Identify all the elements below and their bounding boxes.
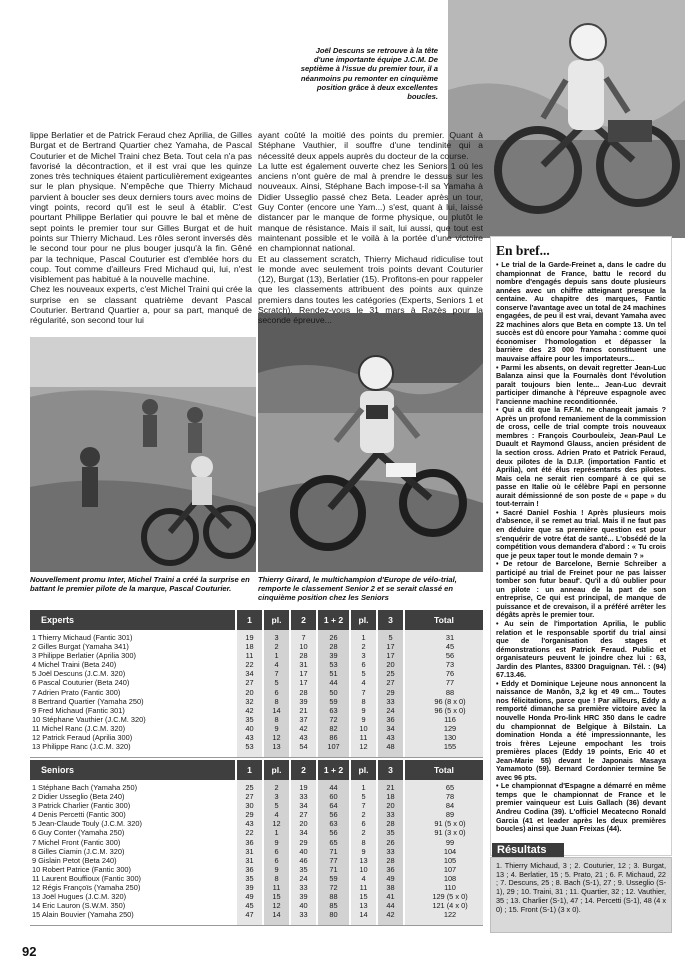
table-cell: 85 xyxy=(329,901,338,911)
table-cell: 17 xyxy=(299,669,308,679)
table-cell: 108 xyxy=(443,873,457,883)
place2-column xyxy=(349,780,376,925)
table-cell: 39 xyxy=(245,883,254,893)
column-header: 2 xyxy=(289,760,316,780)
table-cell: 39 xyxy=(299,892,308,902)
seniors-table-title: Seniors xyxy=(30,760,235,780)
table-cell: 107 xyxy=(443,864,457,874)
table-cell: 20 xyxy=(386,801,395,811)
table-cell: 36 xyxy=(245,837,254,847)
column-header: pl. xyxy=(262,610,289,630)
table-cell: 41 xyxy=(386,892,395,902)
table-cell: 96 (5 x 0) xyxy=(434,705,466,715)
table-cell: 59 xyxy=(329,873,338,883)
table-cell: 38 xyxy=(386,883,395,893)
seniors-table xyxy=(30,760,483,967)
table-cell: 13 xyxy=(272,742,281,752)
table-cell: 28 xyxy=(299,651,308,661)
table-cell: 77 xyxy=(329,855,338,865)
table-cell: 27 xyxy=(299,810,308,820)
table-cell: 8 xyxy=(274,873,279,883)
place2-column xyxy=(349,630,376,757)
table-cell: 99 xyxy=(445,837,455,847)
place1-column xyxy=(262,630,289,757)
table-cell: 64 xyxy=(329,801,338,811)
table-cell: 11 xyxy=(272,883,281,893)
table-cell: 76 xyxy=(445,669,455,679)
place1-column xyxy=(262,780,289,925)
table-cell: 45 xyxy=(245,901,254,911)
table-cell: 73 xyxy=(445,660,455,670)
table-cell: 43 xyxy=(386,733,395,743)
table-cell: 1 xyxy=(274,651,279,661)
table-cell: 1 xyxy=(274,828,279,838)
table-cell: 13 Joël Hugues (J.C.M. 320) xyxy=(32,892,127,902)
total-column xyxy=(403,780,483,925)
table-cell: 28 xyxy=(329,642,338,652)
table-cell: 27 xyxy=(386,678,395,688)
table-cell: 12 Patrick Feraud (Aprilia 300) xyxy=(32,733,133,743)
table-cell: 6 xyxy=(361,819,366,829)
table-cell: 44 xyxy=(329,783,338,792)
table-cell: 29 xyxy=(299,837,308,847)
table-cell: 60 xyxy=(329,792,338,802)
bref-paragraph: • Au sein de l'importation Aprilia, le public relation et le responsable sportif du trial ainsi que de l'organisation des stages et démonstrations est Patrick Feraud. Public et organisateurs peuvent le joindre chez lui : 63, Jardin des Plantes, 83300 Draguignan. Tél. : (94) 67.13.46. xyxy=(496,618,666,680)
table-cell: 25 xyxy=(245,783,254,792)
table-cell: 29 xyxy=(386,687,395,697)
table-cell: 4 xyxy=(274,810,279,820)
bref-paragraph: • De retour de Barcelone, Bernie Schreiber a participé au trial de Freinet pour ne pas laisser tomber son futur beauf'. Qu'il a dû oublier pour un pilote : un anneau de la part de son entreprise, Ce qui est principal, de manque de puissance et de crevaison, il a préféré arrêter les dégâts après le premier tour. xyxy=(496,559,666,620)
column-header: 2 xyxy=(289,610,316,630)
experts-table-title: Experts xyxy=(30,610,235,630)
table-cell: 121 (4 x 0) xyxy=(432,901,468,911)
table-cell: 7 xyxy=(361,687,366,697)
table-cell: 59 xyxy=(329,696,338,706)
column-header: 3 xyxy=(376,760,403,780)
table-cell: 65 xyxy=(329,837,338,847)
bref-paragraph: • Parmi les absents, on devait regretter Jean-Luc Balanza ainsi que la Fournalès dont l'évolution paraît toujours bien lente... Jean-Luc devrait participer dimanche à l'épreuve espagnole avec l'ancienne machine reconditionnée. xyxy=(496,362,666,406)
table-cell: 3 xyxy=(274,792,279,802)
table-cell: 13 xyxy=(359,855,368,865)
lap1-column xyxy=(235,630,262,757)
table-cell: 130 xyxy=(443,733,457,743)
table-cell: 31 xyxy=(245,846,254,856)
table-cell: 34 xyxy=(299,801,308,811)
table-cell: 4 Denis Percetti (Fantic 300) xyxy=(32,810,126,820)
table-cell: 5 Joël Descuns (J.C.M. 320) xyxy=(32,669,126,679)
table-cell: 24 xyxy=(299,873,308,883)
total-column xyxy=(403,630,483,757)
seniors-table-header xyxy=(30,760,483,780)
table-cell: 26 xyxy=(386,837,395,847)
seniors-table-body xyxy=(30,780,483,926)
table-cell: 34 xyxy=(245,669,254,679)
table-cell: 40 xyxy=(245,723,254,733)
table-cell: 33 xyxy=(299,910,308,920)
column-header: 1 xyxy=(235,610,262,630)
table-cell: 12 xyxy=(272,901,281,911)
table-cell: 22 xyxy=(245,660,254,670)
table-cell: 53 xyxy=(245,742,254,752)
table-cell: 2 xyxy=(361,810,366,820)
table-cell: 3 xyxy=(361,651,366,661)
table-cell: 39 xyxy=(329,651,338,661)
table-cell: 14 xyxy=(359,910,368,920)
table-cell: 71 xyxy=(329,846,338,856)
table-cell: 9 xyxy=(274,864,279,874)
table-cell: 7 Michel Front (Fantic 300) xyxy=(32,837,121,847)
table-cell: 105 xyxy=(443,855,457,865)
table-cell: 25 xyxy=(386,669,395,679)
table-cell: 5 xyxy=(274,678,279,688)
table-cell: 33 xyxy=(386,846,395,856)
table-cell: 45 xyxy=(445,642,455,652)
en-bref-box xyxy=(490,236,672,856)
table-cell: 1 xyxy=(361,783,366,792)
table-cell: 20 xyxy=(245,687,254,697)
table-cell: 11 Michel Ranc (J.C.M. 320) xyxy=(32,723,126,733)
table-cell: 40 xyxy=(299,846,308,856)
table-cell: 39 xyxy=(299,696,308,706)
table-cell: 43 xyxy=(299,733,308,743)
table-cell: 84 xyxy=(445,801,455,811)
table-cell: 9 xyxy=(274,723,279,733)
table-cell: 14 xyxy=(272,910,281,920)
table-cell: 12 xyxy=(359,742,368,752)
table-cell: 44 xyxy=(386,901,395,911)
table-cell: 12 Régis Françoïs (Yamaha 250) xyxy=(32,883,141,893)
table-cell: 65 xyxy=(445,783,455,792)
table-cell: 10 Robert Patrice (Fantic 300) xyxy=(32,864,131,874)
table-cell: 7 Adrien Prato (Fantic 300) xyxy=(32,687,121,697)
table-cell: 33 xyxy=(299,883,308,893)
lap3-column xyxy=(376,780,403,925)
table-cell: 32 xyxy=(245,696,254,706)
table-cell: 4 xyxy=(361,873,366,883)
table-cell: 1 Stéphane Bach (Yamaha 250) xyxy=(32,783,138,792)
table-cell: 155 xyxy=(443,742,457,752)
table-cell: 71 xyxy=(329,864,338,874)
table-cell: 56 xyxy=(329,810,338,820)
article-column-2: ayant coûté la moitié des points du premier. Quant à Stéphane Vauthier, il souffre d'une tendinite qui a nécessité deux appels auprès du docteur de la course. La lutte est également ouverte chez les Seniors 1 où les anciens n'ont guère de mal à prendre le dessus sur les nouveaux. Ainsi, Stéphane Bach impose-t-il sa Yamaha à Didier Usseglio passé chez Beta. Leader après un tour, Guy Conter (encore une Yam...) s'est, quant à lui, laissé distancer par le manque de forme physique, ou plutôt le manque de résistance. Mais il sait, lui aussi, que tout est maintenant possible et le voilà à la portée d'une victoire en championnat national. Et au classement scratch, Thierry Michaud ridiculise tout le monde avec seulement trois points devant Couturier (12), Burgat (13), Berlatier (15). Profitons-en pour rappeler que les classements attribuent des points aux quinze premiers dans toutes les catégories (Experts, Seniors 1 et Scratch). Rendez-vous le 31 mars à Razès pour la seconde épreuve... xyxy=(258,130,483,326)
table-cell: 89 xyxy=(445,810,455,820)
column-header: pl. xyxy=(262,760,289,780)
table-cell: 5 xyxy=(361,669,366,679)
table-cell: 42 xyxy=(299,723,308,733)
table-cell: 15 xyxy=(272,892,281,902)
table-cell: 72 xyxy=(329,714,338,724)
table-cell: 2 xyxy=(274,783,279,792)
table-cell: 11 Laurent Bouffioux (Fantic 300) xyxy=(32,873,142,883)
en-bref-body xyxy=(491,261,671,834)
table-cell: 35 xyxy=(245,873,254,883)
photo-descuns xyxy=(448,0,685,238)
lap3-column xyxy=(376,630,403,757)
table-cell: 18 xyxy=(386,792,395,802)
table-cell: 3 Philippe Berlatier (Aprilia 300) xyxy=(32,651,136,661)
table-cell: 15 Alain Bouvier (Yamaha 250) xyxy=(32,910,134,920)
table-cell: 10 xyxy=(299,642,308,652)
table-cell: 1 Thierry Michaud (Fantic 301) xyxy=(32,633,133,642)
column-header: 3 xyxy=(376,610,403,630)
table-cell: 33 xyxy=(386,696,395,706)
lap1-column xyxy=(235,780,262,925)
table-cell: 36 xyxy=(386,714,395,724)
table-cell: 4 xyxy=(274,660,279,670)
table-cell: 9 xyxy=(361,846,366,856)
table-cell: 56 xyxy=(445,651,455,661)
table-cell: 72 xyxy=(329,883,338,893)
table-cell: 80 xyxy=(329,910,338,920)
bref-paragraph: • Qui a dit que la F.F.M. ne changeait jamais ? Après un profond remaniement de la commission de cross, celle de trial compte trois nouveaux membres : François Courbouleix, Jean-Paul Le Duault et Raymond Glauss, ancien président de la section cross. Adrien Prato et Patrick Feraud, deux pilotes de la D.I.P. (importation Fantic et Aprilia), ont été élus représentants des pilotes. Mais cela ne serait rien comparé à ce qui se passe en Italie où le célèbre Papi en personne aurait démissionné de son poste de « pape » du tout-terrain ! xyxy=(496,405,666,509)
table-cell: 26 xyxy=(329,633,338,642)
table-cell: 129 (5 x 0) xyxy=(432,892,468,902)
table-cell: 15 xyxy=(359,892,368,902)
table-cell: 9 xyxy=(361,705,366,715)
table-cell: 48 xyxy=(386,742,395,752)
table-cell: 17 xyxy=(299,678,308,688)
table-cell: 24 xyxy=(386,705,395,715)
table-cell: 8 xyxy=(274,714,279,724)
table-cell: 2 xyxy=(361,642,366,652)
table-cell: 33 xyxy=(299,792,308,802)
table-cell: 27 xyxy=(245,792,254,802)
table-cell: 46 xyxy=(299,855,308,865)
table-cell: 7 xyxy=(361,801,366,811)
table-cell: 110 xyxy=(444,883,456,893)
table-cell: 63 xyxy=(329,819,338,829)
column-header: pl. xyxy=(349,610,376,630)
lap12-column xyxy=(316,630,349,757)
table-cell: 28 xyxy=(386,819,395,829)
table-cell: 86 xyxy=(329,733,338,743)
lap2-column xyxy=(289,780,316,925)
table-cell: 2 Didier Usseglio (Beta 240) xyxy=(32,792,125,802)
table-cell: 43 xyxy=(245,733,254,743)
table-cell: 28 xyxy=(299,687,308,697)
table-cell: 129 xyxy=(443,723,457,733)
table-cell: 7 xyxy=(301,633,306,642)
table-cell: 53 xyxy=(329,660,338,670)
table-cell: 37 xyxy=(299,714,308,724)
page-number: 92 xyxy=(22,944,37,959)
table-cell: 44 xyxy=(329,678,338,688)
table-cell: 19 xyxy=(245,633,254,642)
rider-column xyxy=(30,630,235,757)
table-cell: 6 xyxy=(361,660,366,670)
table-cell: 8 xyxy=(274,696,279,706)
table-cell: 20 xyxy=(386,660,395,670)
table-cell: 50 xyxy=(329,687,338,697)
caption-traini: Nouvellement promu Inter, Michel Traini a créé la surprise en battant le premier pilote de la marque, Pascal Couturier. xyxy=(30,575,250,594)
table-cell: 9 xyxy=(274,837,279,847)
results-text: 1. Thierry Michaud, 3 ; 2. Couturier, 12 ; 3. Burgat, 13 ; 4. Berlatier, 15 ; 5. Prato, 21 ; 6. F. Michaud, 22 ; 7. Descuns, 25 ; 8. Bach (S-1), 27 ; 9. Usseglio (S-1), 29 ; 10. Traini, 31 ; 11. Quartier, 32 ; 12. Vauthier, 35 ; 13. Charlier (S-1), 47 ; 14. Percetti (S-1), 48 (4 x 0) ; 15. Front (S-1) (3 x 0). xyxy=(490,857,672,933)
table-cell: 11 xyxy=(245,651,254,661)
table-cell: 107 xyxy=(327,742,340,752)
table-cell: 49 xyxy=(245,892,254,902)
table-cell: 8 xyxy=(361,696,366,706)
table-cell: 10 Stéphane Vauthier (J.C.M. 320) xyxy=(32,714,146,724)
table-cell: 34 xyxy=(299,828,308,838)
table-cell: 8 Gilles Ciamin (J.C.M. 320) xyxy=(32,846,125,856)
column-header: 1 + 2 xyxy=(316,610,349,630)
table-cell: 6 xyxy=(274,855,279,865)
bref-paragraph: • Le championnat d'Espagne a démarré en même temps que le championnat de France et le premier vainqueur est Luis Gallach (36) devant Andreu Codina (39). L'officiel Mecatecno Ronald Garcia (41 et leader après les deux premières boucles) ainsi que Juan Freixas (44). xyxy=(496,781,666,834)
table-cell: 3 xyxy=(274,633,279,642)
table-cell: 104 xyxy=(443,846,457,856)
results-title: Résultats xyxy=(492,843,564,857)
table-cell: 2 xyxy=(361,828,366,838)
lap12-column xyxy=(316,780,349,925)
table-cell: 6 xyxy=(274,846,279,856)
table-cell: 19 xyxy=(299,783,308,792)
column-header: 1 + 2 xyxy=(316,760,349,780)
table-cell: 9 xyxy=(361,714,366,724)
table-cell: 6 Guy Conter (Yamaha 250) xyxy=(32,828,125,838)
table-cell: 8 Bertrand Quartier (Yamaha 250) xyxy=(32,696,144,706)
table-cell: 17 xyxy=(386,642,395,652)
experts-table xyxy=(30,610,483,752)
table-cell: 33 xyxy=(386,810,395,820)
rider-column xyxy=(30,780,235,925)
column-header: 1 xyxy=(235,760,262,780)
table-cell: 4 Michel Traini (Beta 240) xyxy=(32,660,117,670)
table-cell: 42 xyxy=(245,705,254,715)
experts-table-header xyxy=(30,610,483,630)
table-cell: 14 Eric Lauron (S.W.M. 350) xyxy=(32,901,126,911)
table-cell: 20 xyxy=(299,819,308,829)
table-cell: 88 xyxy=(445,687,455,697)
en-bref-title: En bref... xyxy=(496,243,550,258)
table-cell: 12 xyxy=(272,733,281,743)
lap2-column xyxy=(289,630,316,757)
table-cell: 5 Jean-Claude Touly (J.C.M. 320) xyxy=(32,819,142,829)
bref-paragraph: • Eddy et Dominique Lejeune nous annoncent la naissance de Manôn, 3,2 kg et 49 cm... Toutes nos félicitations, parce que ! Par ailleurs, Eddy a remporté dimanche sa première victoire avec la nouvelle Honda Pro-link HRC 350 dans le cadre du championnat de Belgique à Bilstain. La domination Honda a été impressionnante, les trois frères Lejeune empochant les trois premières places (Eddy 19 points, Eric 40 et Jean-Marie 55) devant le Japonais Masaya Yamamoto (59). Bernard Cordonnier termine 5e avec 96 pts. xyxy=(496,678,666,782)
table-cell: 29 xyxy=(245,810,254,820)
table-cell: 63 xyxy=(329,705,338,715)
table-cell: 51 xyxy=(329,669,338,679)
table-cell: 49 xyxy=(386,873,395,883)
table-cell: 17 xyxy=(386,651,395,661)
table-cell: 7 xyxy=(274,669,279,679)
table-cell: 54 xyxy=(299,742,308,752)
table-cell: 40 xyxy=(299,901,308,911)
table-cell: 78 xyxy=(445,792,455,802)
experts-table-body xyxy=(30,630,483,758)
table-cell: 2 Gilles Burgat (Yamaha 341) xyxy=(32,642,129,652)
table-cell: 13 Philippe Ranc (J.C.M. 320) xyxy=(32,742,131,752)
column-header: Total xyxy=(403,610,483,630)
table-cell: 36 xyxy=(245,864,254,874)
table-cell: 1 xyxy=(361,633,366,642)
table-cell: 31 xyxy=(245,855,254,865)
table-cell: 35 xyxy=(386,828,395,838)
table-cell: 31 xyxy=(299,660,308,670)
table-cell: 9 Fred Michaud (Fantic 301) xyxy=(32,705,125,715)
caption-descuns: Joël Descuns se retrouve à la tête d'une importante équipe J.C.M. De septième à l'issue du premier tour, il a néanmoins pu remonter en cinquième position grâce à deux excellentes boucles. xyxy=(300,46,438,102)
table-cell: 96 (8 x 0) xyxy=(434,696,466,706)
table-cell: 6 Pascal Couturier (Beta 240) xyxy=(32,678,130,688)
table-cell: 21 xyxy=(386,783,395,792)
table-cell: 88 xyxy=(329,892,338,902)
table-cell: 9 Gislain Petot (Beta 240) xyxy=(32,855,117,865)
table-cell: 122 xyxy=(443,910,457,920)
table-cell: 13 xyxy=(359,901,368,911)
article-column-1: lippe Berlatier et de Patrick Feraud chez Aprilia, de Gilles Burgat et de Bertrand Quartier chez Yamaha, de Pascal Couturier et de Michel Traini chez Beta. Tout cela n'a pas favorisé la décontraction, et il est vrai que les quinze zones très techniques étaient particulièrement exigeantes sur le plan physique. N'empêche que Thierry Michaud parvient à boucler ses deux derniers tours avec moins de vingt points, record qu'il est le seul à établir. C'est pourtant Philippe Berlatier qui pouvre le bal et mène de sept points le premier tour sur Gilles Burgat et de huit points sur Thierry Michaud. Les rôles seront inversés dès le second tour pour ne plus bouger jusqu'à la fin. Gêné par la technique, Pascal Couturier est d'emblée hors du coup. Tout comme d'ailleurs Fred Michaud qui, lui, n'est visiblement pas habitué à la nouvelle machine. Chez les nouveaux experts, c'est Michel Traini qui crée la surprise en se classant quatrième devant Pascal Couturier. Bertrand Quartier a, pour sa part, manqué de régularité, son second tour lui xyxy=(30,130,252,326)
table-cell: 43 xyxy=(245,819,254,829)
bref-paragraph: • Sacré Daniel Foshia ! Après plusieurs mois d'absence, il se remet au trial. Mais il ne faut pas en déduire que sa première question est pour s'enquérir de votre état de santé... L'obsédé de la compétition vous demandera d'abord : « Tu crois que je peux taper tout le monde demain ? » xyxy=(496,507,666,560)
table-cell: 47 xyxy=(245,910,254,920)
photo-girard xyxy=(258,313,483,572)
table-cell: 10 xyxy=(359,864,368,874)
table-cell: 36 xyxy=(386,864,395,874)
table-cell: 3 Patrick Charlier (Fantic 300) xyxy=(32,801,131,811)
caption-girard: Thierry Girard, le multichampion d'Europe de vélo-trial, remporte le classement Senior 2 et se serait classé en cinquième position chez les Seniors xyxy=(258,575,457,603)
table-cell: 14 xyxy=(272,705,281,715)
table-cell: 30 xyxy=(245,801,254,811)
table-cell: 28 xyxy=(386,855,395,865)
table-cell: 6 xyxy=(274,687,279,697)
table-cell: 4 xyxy=(361,678,366,688)
table-cell: 34 xyxy=(386,723,395,733)
photo-traini xyxy=(30,337,256,572)
column-header: pl. xyxy=(349,760,376,780)
column-header: Total xyxy=(403,760,483,780)
table-cell: 5 xyxy=(388,633,393,642)
table-cell: 8 xyxy=(361,837,366,847)
bref-paragraph: • Le trial de la Garde-Freinet a, dans le cadre du championnat de France, battu le record du nombre d'engagés depuis sans doute plusieurs années avec un chiffre atteignant presque la centaine. Au chapitre des marques, Fantic conserve l'avantage avec un total de 24 machines engagées, de peu il est vrai, devant Yamaha avec 22 machines alors que Beta en compte 13. Un tel succès est dû encore pour Yamaha : comme quoi économiser l'homologation et dépasser la barrière des 23 000 francs constituent une mauvaise affaire pour les importateurs... xyxy=(496,260,666,364)
table-cell: 21 xyxy=(299,705,308,715)
table-cell: 10 xyxy=(359,723,368,733)
table-cell: 91 (5 x 0) xyxy=(434,819,466,829)
table-cell: 12 xyxy=(272,819,281,829)
table-cell: 5 xyxy=(274,801,279,811)
table-cell: 116 xyxy=(444,714,456,724)
table-cell: 18 xyxy=(245,642,254,652)
table-cell: 11 xyxy=(359,733,368,743)
table-cell: 42 xyxy=(386,910,395,920)
table-cell: 27 xyxy=(245,678,254,688)
table-cell: 56 xyxy=(329,828,338,838)
table-cell: 22 xyxy=(245,828,254,838)
table-cell: 11 xyxy=(359,883,368,893)
table-cell: 2 xyxy=(274,642,279,652)
table-cell: 35 xyxy=(299,864,308,874)
table-cell: 77 xyxy=(445,678,455,688)
table-cell: 91 (3 x 0) xyxy=(434,828,466,838)
table-cell: 82 xyxy=(329,723,338,733)
table-cell: 31 xyxy=(445,633,455,642)
table-cell: 5 xyxy=(361,792,366,802)
table-cell: 35 xyxy=(245,714,254,724)
